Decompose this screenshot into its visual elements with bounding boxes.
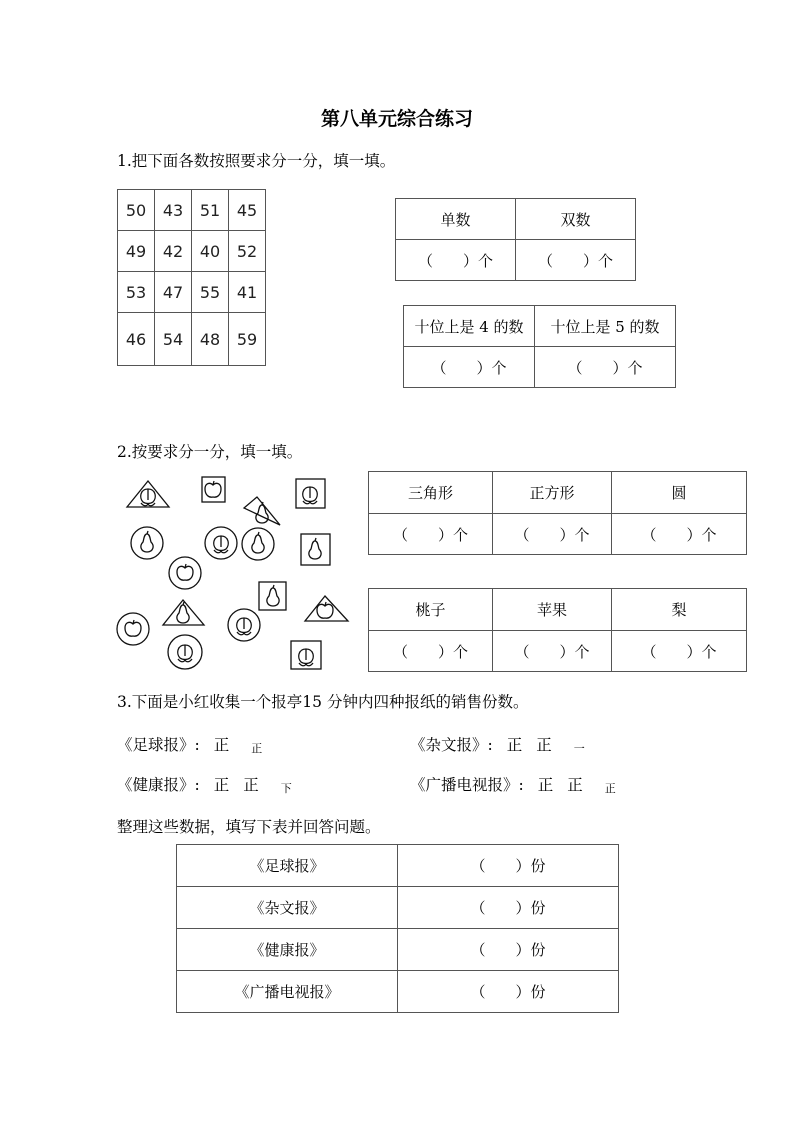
grid-cell: 51 [192,190,229,231]
answer-pear[interactable]: （ ）个 [612,631,747,672]
shape-circle-pear [131,527,163,559]
tally-essay [410,733,585,756]
grid-cell: 55 [192,272,229,313]
shape-circle-pear [242,528,274,560]
header-tens-4: 十位上是 4 的数 [404,306,535,347]
question-3-prompt: 3.下面是小红收集一个报亭15 分钟内四种报纸的销售份数。 [117,693,529,711]
tally-mark: 正 [213,776,230,794]
header-circle: 圆 [612,472,747,514]
shape-triangle-pear [244,497,280,525]
tally-name: 《广播电视报》: [410,776,524,794]
shape-triangle-pear [163,600,204,625]
shape-count-table [368,471,747,555]
shape-circle-peach [228,609,260,641]
tally-mark-partial: 正 [604,782,616,795]
shape-square-pear [259,582,286,610]
shape-circle-apple [169,557,201,589]
newspaper-name: 《广播电视报》 [177,971,398,1013]
grid-cell: 48 [192,313,229,366]
newspaper-name: 《足球报》 [177,845,398,887]
answer-square[interactable]: （ ）个 [493,514,612,555]
page-title: 第八单元综合练习 [320,108,473,130]
tally-mark-partial: 下 [280,782,292,795]
grid-cell: 47 [155,272,192,313]
answer-tens-5[interactable]: （ ）个 [535,347,676,388]
tally-mark-partial: 正 [251,742,263,755]
tally-mark-partial: 一 [573,742,585,755]
grid-cell: 46 [118,313,155,366]
grid-cell: 42 [155,231,192,272]
answer-odd[interactable]: （ ）个 [396,240,516,281]
tally-mark: 正 [243,776,259,794]
tally-football [117,733,262,756]
answer-even[interactable]: （ ）个 [516,240,636,281]
newspaper-name: 《杂文报》 [177,887,398,929]
grid-cell: 53 [118,272,155,313]
newspaper-sales-table [176,844,619,1013]
header-pear: 梨 [612,589,747,631]
grid-cell: 52 [229,231,266,272]
tally-name: 《足球报》: [117,736,200,754]
tally-health [117,773,292,796]
shape-square-pear [301,534,330,565]
tally-mark: 正 [567,776,583,794]
newspaper-answer[interactable]: （ ）份 [398,971,619,1013]
grid-cell: 50 [118,190,155,231]
tally-mark: 正 [537,776,554,794]
odd-even-table [395,198,636,281]
shape-circle-peach [205,527,237,559]
shape-triangle-apple [305,596,348,621]
grid-cell: 41 [229,272,266,313]
grid-cell: 49 [118,231,155,272]
header-peach: 桃子 [369,589,493,631]
header-odd: 单数 [396,199,516,240]
grid-cell: 59 [229,313,266,366]
answer-circle[interactable]: （ ）个 [612,514,747,555]
shapes-figure [112,468,362,678]
newspaper-answer[interactable]: （ ）份 [398,929,619,971]
header-even: 双数 [516,199,636,240]
answer-triangle[interactable]: （ ）个 [369,514,493,555]
question-2-prompt: 2.按要求分一分，填一填。 [117,443,303,461]
header-square: 正方形 [493,472,612,514]
grid-cell: 45 [229,190,266,231]
grid-cell: 54 [155,313,192,366]
header-tens-5: 十位上是 5 的数 [535,306,676,347]
header-apple: 苹果 [493,589,612,631]
grid-cell: 43 [155,190,192,231]
question-3-instruction: 整理这些数据，填写下表并回答问题。 [117,818,381,836]
answer-tens-4[interactable]: （ ）个 [404,347,535,388]
newspaper-name: 《健康报》 [177,929,398,971]
shape-circle-apple [117,613,149,645]
newspaper-answer[interactable]: （ ）份 [398,887,619,929]
tens-digit-table [403,305,676,388]
tally-mark: 正 [213,736,230,754]
shape-square-peach [296,479,325,508]
tally-broadcast [410,773,616,796]
shape-triangle-peach [127,481,169,507]
tally-name: 《健康报》: [117,776,200,794]
tally-mark: 正 [536,736,552,754]
answer-apple[interactable]: （ ）个 [493,631,612,672]
tally-name: 《杂文报》: [410,736,493,754]
header-triangle: 三角形 [369,472,493,514]
shape-square-apple [202,477,225,502]
shape-circle-peach [168,635,202,669]
tally-mark: 正 [506,736,523,754]
newspaper-answer[interactable]: （ ）份 [398,845,619,887]
answer-peach[interactable]: （ ）个 [369,631,493,672]
grid-cell: 40 [192,231,229,272]
question-1-prompt: 1.把下面各数按照要求分一分，填一填。 [117,152,396,170]
number-grid [117,189,266,366]
shape-square-peach [291,641,321,669]
fruit-count-table [368,588,747,672]
